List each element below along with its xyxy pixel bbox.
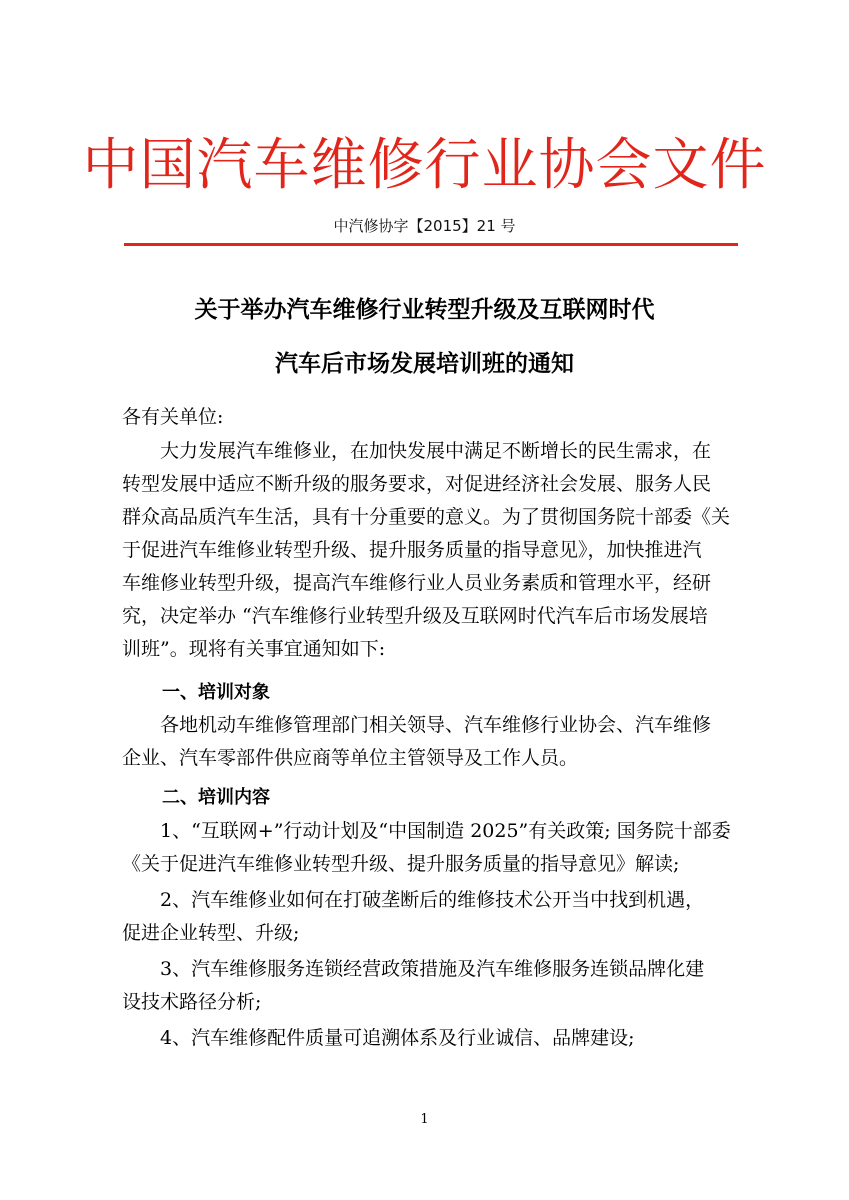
red-divider-line [124, 243, 738, 246]
section-heading-1: 一、培训对象 [162, 682, 270, 703]
body-line: 《关于促进汽车维修业转型升级、提升服务质量的指导意见》解读; [122, 853, 680, 875]
body-line: 1、“互联网+”行动计划及“中国制造 2025”有关政策; 国务院十部委 [122, 820, 731, 842]
section-heading-2: 二、培训内容 [162, 787, 270, 808]
notice-title-line-2: 汽车后市场发展培训班的通知 [275, 350, 574, 377]
body-line: 3、汽车维修服务连锁经营政策措施及汽车维修服务连锁品牌化建 [122, 958, 705, 980]
body-line: 4、汽车维修配件质量可追溯体系及行业诚信、品牌建设; [122, 1027, 635, 1049]
body-line: 于促进汽车维修业转型升级、提升服务质量的指导意见》，加快推进汽 [122, 539, 702, 561]
org-header-title: 中国汽车维修行业协会文件 [82, 133, 767, 198]
body-line: 2、汽车维修业如何在打破垄断后的维修技术公开当中找到机遇， [122, 889, 705, 911]
body-line: 群众高品质汽车生活，具有十分重要的意义。为了贯彻国务院十部委《关 [122, 506, 731, 528]
notice-title-line-1: 关于举办汽车维修行业转型升级及互联网时代 [194, 296, 655, 323]
body-line: 转型发展中适应不断升级的服务要求，对促进经济社会发展、服务人民 [122, 473, 712, 495]
document-number: 中汽修协字【2015】21 号 [333, 217, 516, 235]
body-line: 企业、汽车零部件供应商等单位主管领导及工作人员。 [122, 747, 579, 769]
body-line: 设技术路径分析; [122, 991, 262, 1013]
body-line: 大力发展汽车维修业，在加快发展中满足不断增长的民生需求，在 [122, 440, 712, 462]
body-line: 究，决定举办 “汽车维修行业转型升级及互联网时代汽车后市场发展培 [122, 605, 708, 627]
page-number: 1 [420, 1112, 429, 1127]
body-line: 训班”。现将有关事宜通知如下: [122, 638, 386, 660]
body-line: 车维修业转型升级，提高汽车维修行业人员业务素质和管理水平，经研 [122, 572, 712, 594]
body-line: 促进企业转型、升级; [122, 922, 300, 944]
body-line: 各地机动车维修管理部门相关领导、汽车维修行业协会、汽车维修 [122, 714, 712, 736]
salutation: 各有关单位: [122, 406, 224, 428]
